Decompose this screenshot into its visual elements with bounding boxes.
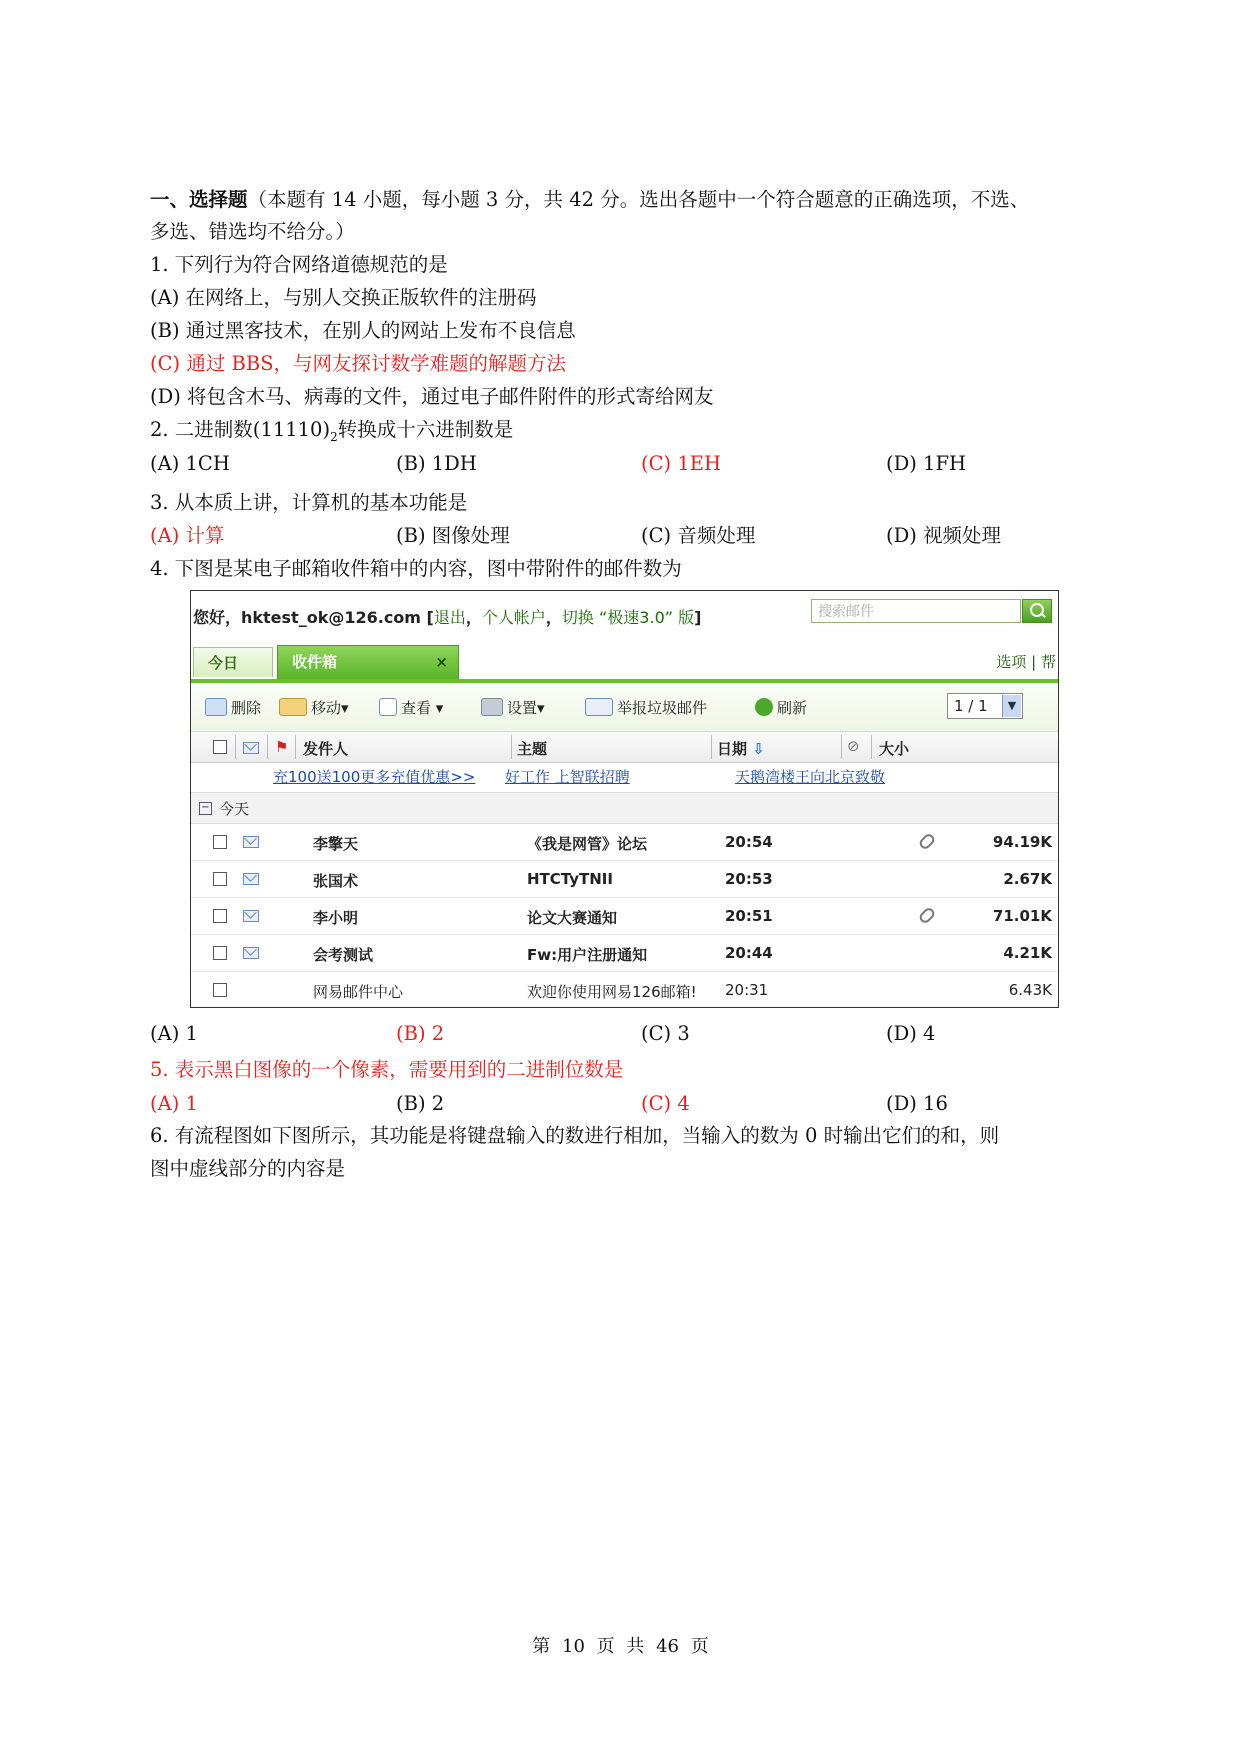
group-today[interactable] xyxy=(191,792,1058,824)
row-size: 6.43K xyxy=(1008,981,1052,999)
mail-greeting: 您好，hktest_ok@126.com [退出，个人帐户，切换 “极速3.0” 版] xyxy=(193,608,702,627)
refresh-label: 刷新 xyxy=(777,699,808,717)
section-note-cont: 多选、错选均不给分。） xyxy=(150,220,355,243)
row-checkbox[interactable] xyxy=(213,983,227,997)
row-subject: HTCTyTNII xyxy=(527,870,613,888)
mail-search-input[interactable]: 搜索邮件 xyxy=(811,599,1021,623)
q6-stem: 6. 有流程图如下图所示，其功能是将键盘输入的数进行相加，当输入的数为 0 时输出它们的和，则 xyxy=(150,1124,1000,1147)
col-size[interactable]: 大小 xyxy=(879,740,910,758)
greeting-text: 您好，hktest_ok@126.com [ xyxy=(193,608,434,627)
trash-icon xyxy=(205,698,227,716)
q2-stem xyxy=(150,416,513,451)
mail-row[interactable] xyxy=(191,935,1058,972)
row-checkbox[interactable] xyxy=(213,946,227,960)
ad-link-recharge[interactable]: 充100送100更多充值优惠>> xyxy=(273,768,476,786)
q2-stem-pre: 2. 二进制数(11110) xyxy=(150,418,331,441)
q3-option-c: (C) 音频处理 xyxy=(641,524,756,547)
mail-row[interactable] xyxy=(191,861,1058,898)
row-checkbox[interactable] xyxy=(213,872,227,886)
q5-option-b: (B) 2 xyxy=(396,1092,445,1115)
refresh-button[interactable] xyxy=(755,697,807,718)
paperclip-icon xyxy=(917,906,936,925)
mail-row[interactable] xyxy=(191,898,1058,935)
view-label: 查看 ▾ xyxy=(401,699,444,717)
mail-screenshot xyxy=(190,590,1059,1008)
mail-toolbar xyxy=(191,683,1058,732)
view-button[interactable] xyxy=(379,697,443,718)
envelope-icon xyxy=(243,836,259,848)
envelope-icon xyxy=(243,910,259,922)
row-time: 20:31 xyxy=(725,981,769,999)
envelope-icon xyxy=(243,873,259,885)
mail-list-header xyxy=(191,732,1058,763)
q1-option-a: (A) 在网络上，与别人交换正版软件的注册码 xyxy=(150,286,537,309)
flag-icon: ⚑ xyxy=(275,738,289,756)
row-subject: 《我是网管》论坛 xyxy=(527,835,648,853)
q3-option-d: (D) 视频处理 xyxy=(886,524,1002,547)
attachment-column-icon: ⊘ xyxy=(847,737,860,755)
folder-move-icon xyxy=(279,698,307,716)
col-date-label: 日期 xyxy=(717,740,748,758)
section-header xyxy=(150,186,1029,214)
q5-option-d: (D) 16 xyxy=(886,1092,948,1115)
mail-row[interactable] xyxy=(191,972,1058,1008)
q5-stem-answer: 5. 表示黑白图像的一个像素，需要用到的二进制位数是 xyxy=(150,1058,624,1081)
row-sender: 李擎天 xyxy=(313,835,359,853)
tab-inbox[interactable] xyxy=(277,645,459,679)
col-sender[interactable]: 发件人 xyxy=(303,740,349,758)
section-heading: 一、选择题 xyxy=(150,188,248,211)
select-all-checkbox[interactable] xyxy=(213,740,227,754)
row-time: 20:51 xyxy=(725,907,773,925)
settings-label: 设置▾ xyxy=(507,699,545,717)
row-time: 20:44 xyxy=(725,944,773,962)
col-date[interactable] xyxy=(717,738,765,759)
delete-button[interactable] xyxy=(205,697,261,718)
greeting-close: ] xyxy=(694,608,702,627)
q5-option-a-answer: (A) 1 xyxy=(150,1092,198,1115)
tab-inbox-label: 收件箱 xyxy=(292,653,338,671)
q2-option-d: (D) 1FH xyxy=(886,452,966,475)
page-value: 1 / 1 xyxy=(954,697,988,715)
q2-option-c-answer: (C) 1EH xyxy=(641,452,721,475)
row-size: 71.01K xyxy=(992,907,1052,925)
row-subject: 欢迎你使用网易126邮箱! xyxy=(527,983,697,1001)
q6-stem-cont: 图中虚线部分的内容是 xyxy=(150,1157,346,1180)
group-label: 今天 xyxy=(219,800,250,818)
report-spam-icon xyxy=(585,698,613,716)
sort-down-icon: ⇩ xyxy=(752,740,765,758)
mail-topbar xyxy=(191,591,1058,639)
row-size: 94.19K xyxy=(992,833,1052,851)
q4-stem: 4. 下图是某电子邮箱收件箱中的内容，图中带附件的邮件数为 xyxy=(150,557,682,580)
row-time: 20:53 xyxy=(725,870,773,888)
ad-link-realestate[interactable]: 天鹅湾楼王向北京致敬 xyxy=(735,768,886,786)
move-button[interactable] xyxy=(279,697,349,718)
paperclip-icon xyxy=(917,832,936,851)
q2-option-b: (B) 1DH xyxy=(396,452,477,475)
refresh-icon xyxy=(755,698,773,716)
mail-row[interactable] xyxy=(191,824,1058,861)
page-footer: 第 10 页 共 46 页 xyxy=(532,1636,709,1657)
tab-today[interactable]: 今日 xyxy=(193,647,273,677)
q2-stem-post: 转换成十六进制数是 xyxy=(337,418,514,441)
row-sender: 会考测试 xyxy=(313,946,374,964)
q2-option-a: (A) 1CH xyxy=(150,452,230,475)
q3-option-a-answer: (A) 计算 xyxy=(150,524,225,547)
report-label: 举报垃圾邮件 xyxy=(617,699,708,717)
report-spam-button[interactable] xyxy=(585,697,707,718)
collapse-icon[interactable]: − xyxy=(199,802,212,815)
settings-button[interactable] xyxy=(481,697,545,718)
col-subject[interactable]: 主题 xyxy=(517,740,548,758)
row-sender: 网易邮件中心 xyxy=(313,983,404,1001)
view-list-icon xyxy=(379,698,397,716)
page-select[interactable] xyxy=(947,693,1023,719)
q1-option-d: (D) 将包含木马、病毒的文件，通过电子邮件附件的形式寄给网友 xyxy=(150,385,714,408)
switch-version-link[interactable]: 切换 “极速3.0” 版 xyxy=(561,608,695,627)
row-size: 2.67K xyxy=(1003,870,1052,888)
delete-label: 删除 xyxy=(231,699,262,717)
search-button[interactable] xyxy=(1022,599,1052,623)
row-sender: 张国术 xyxy=(313,872,359,890)
ad-link-jobs[interactable]: 好工作 上智联招聘 xyxy=(505,768,630,786)
logout-link[interactable]: 退出 xyxy=(433,608,466,627)
q4-option-b-answer: (B) 2 xyxy=(396,1022,445,1045)
q1-stem: 1. 下列行为符合网络道德规范的是 xyxy=(150,253,448,276)
q2-stem-sub: 2 xyxy=(330,429,338,444)
row-time: 20:54 xyxy=(725,833,773,851)
wrench-icon xyxy=(481,698,503,716)
section-note: （本题有 14 小题，每小题 3 分，共 42 分。选出各题中一个符合题意的正确选项，不选、 xyxy=(247,188,1030,211)
read-status-icon xyxy=(243,742,259,754)
q3-stem: 3. 从本质上讲，计算机的基本功能是 xyxy=(150,491,468,514)
q1-option-c-answer: (C) 通过 BBS，与网友探讨数学难题的解题方法 xyxy=(150,352,567,375)
q3-option-b: (B) 图像处理 xyxy=(396,524,510,547)
row-subject: Fw:用户注册通知 xyxy=(527,946,648,964)
chevron-down-icon: ▼ xyxy=(1002,695,1021,717)
row-checkbox[interactable] xyxy=(213,835,227,849)
account-link[interactable]: 个人帐户 xyxy=(481,608,546,627)
options-help-links[interactable]: 选项 | 帮 xyxy=(996,653,1056,671)
q4-option-a: (A) 1 xyxy=(150,1022,198,1045)
close-tab-icon[interactable]: × xyxy=(435,653,448,671)
envelope-icon xyxy=(243,947,259,959)
move-label: 移动▾ xyxy=(311,699,349,717)
q5-option-c-answer: (C) 4 xyxy=(641,1092,690,1115)
row-checkbox[interactable] xyxy=(213,909,227,923)
q1-option-b: (B) 通过黑客技术，在别人的网站上发布不良信息 xyxy=(150,319,576,342)
q4-option-d: (D) 4 xyxy=(886,1022,936,1045)
mail-tabs xyxy=(191,645,1058,683)
ad-links xyxy=(191,763,1058,789)
row-sender: 李小明 xyxy=(313,909,359,927)
row-subject: 论文大赛通知 xyxy=(527,909,618,927)
q4-option-c: (C) 3 xyxy=(641,1022,690,1045)
row-size: 4.21K xyxy=(1003,944,1052,962)
